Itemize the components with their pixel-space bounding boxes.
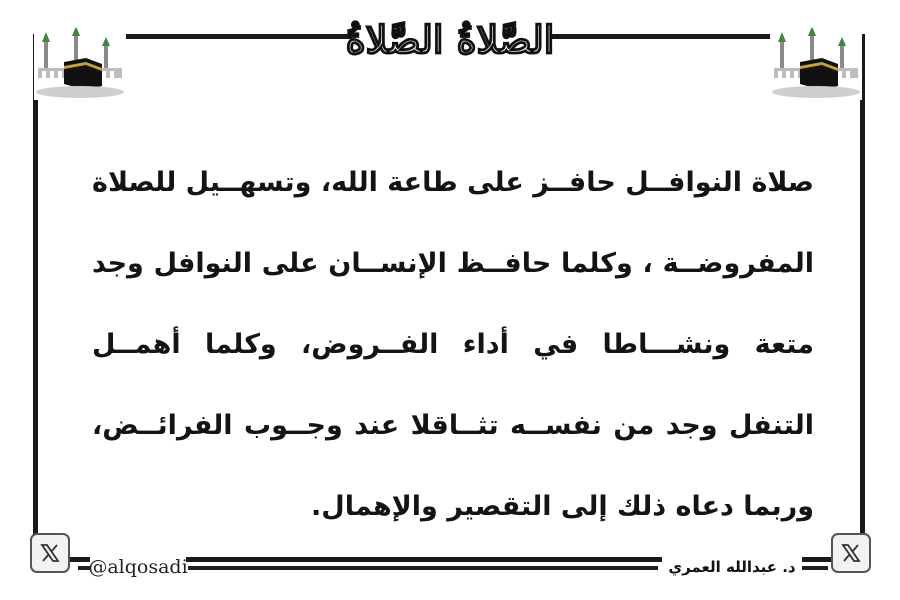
main-paragraph: صلاة النوافــل حافــز على طاعة الله، وتسهــيل للصلاة المفروضــة ، وكلما حافــظ الإنســان على النوافل وجد متعة ونشـــاطا في أداء الفــروض، وكلما أهمــل التنفل وجد من نفســه تثــاقلا عند وجــوب الفرائــض، وربما دعاه ذلك إلى التقصير والإهمال. — [92, 167, 814, 522]
footer-divider — [188, 566, 658, 570]
author-name: د. عبدالله العمري — [668, 558, 796, 576]
kaaba-icon — [770, 28, 862, 100]
author-label-wrap — [662, 553, 802, 581]
social-handle[interactable]: @alqosadi — [88, 556, 188, 578]
page-title: الصَّلاةُ الصَّلاةُ — [345, 16, 555, 62]
kaaba-icon — [34, 28, 126, 100]
x-logo-icon[interactable] — [30, 533, 70, 573]
footer-divider — [802, 566, 828, 570]
title-banner — [345, 6, 555, 72]
handle-label-wrap — [90, 553, 186, 581]
x-logo-icon[interactable] — [831, 533, 871, 573]
